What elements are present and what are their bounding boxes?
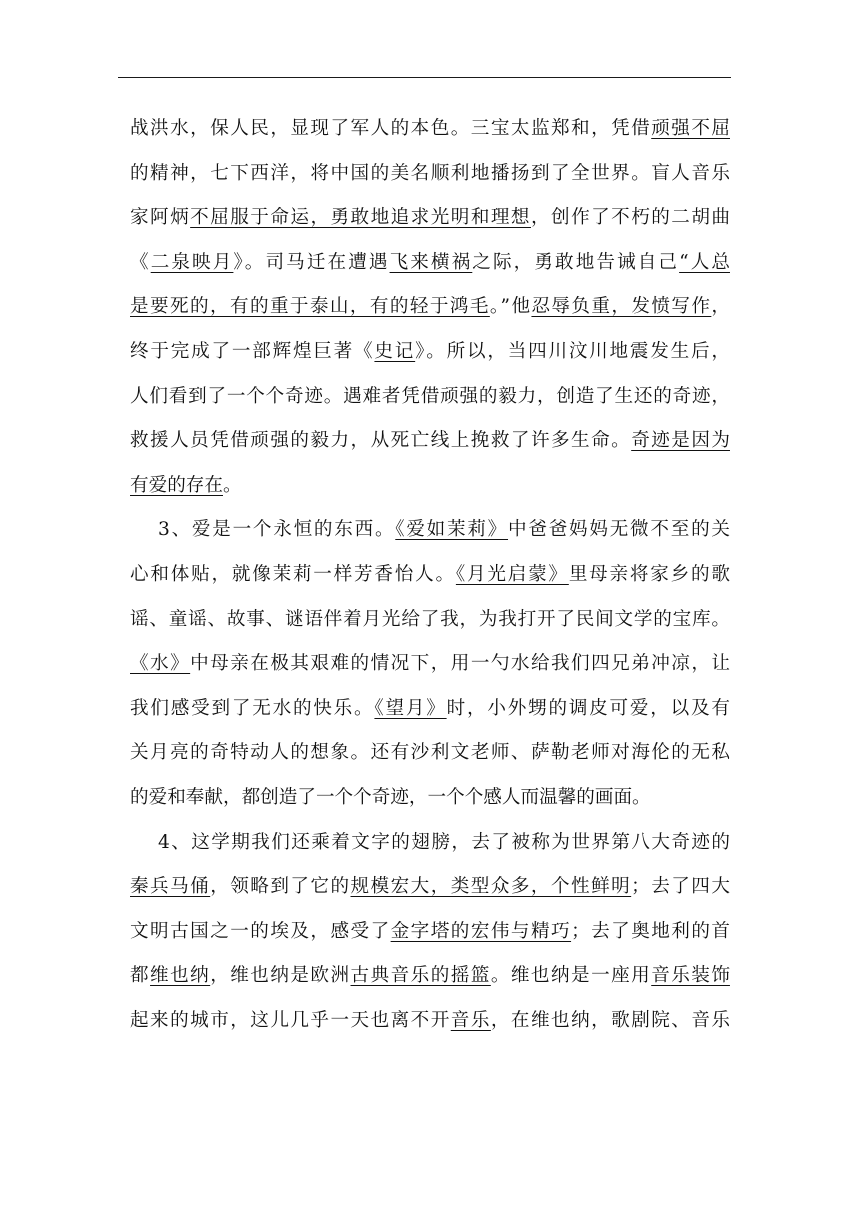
text-segment: 》。所以，当四川汶川地震发生后， xyxy=(415,340,730,362)
underlined-phrase: 史记 xyxy=(374,340,416,362)
text-segment: 关月亮的奇特动人的想象。还有沙利文老师、萨勒老师对海伦的无私 xyxy=(130,742,730,764)
text-line xyxy=(130,196,730,241)
text-line xyxy=(130,642,730,687)
text-segment: ；去了奥地利的首 xyxy=(571,920,730,942)
text-segment: 《 xyxy=(130,251,151,273)
text-segment: 都 xyxy=(130,965,151,987)
text-segment: 的精神，七下西洋，将中国的美名顺利地播扬到了全世界。盲人音乐 xyxy=(130,162,730,184)
text-segment: 里母亲将家乡的歌 xyxy=(568,563,730,585)
underlined-phrase: “人总 xyxy=(679,251,730,273)
underlined-phrase: 《月光启蒙》 xyxy=(455,563,569,585)
underlined-phrase: 秦兵马俑 xyxy=(130,876,211,898)
text-segment: 。维也纳是一座用 xyxy=(490,965,652,987)
text-line xyxy=(130,954,730,999)
text-segment: 谣、童谣、故事、谜语伴着月光给了我，为我打开了民间文学的宝库。 xyxy=(130,608,730,630)
text-segment: 之际，勇敢地告诫自己 xyxy=(472,251,680,273)
underlined-phrase: 有爱的存在 xyxy=(130,474,223,496)
text-line xyxy=(130,375,730,420)
header-rule xyxy=(118,77,731,78)
text-segment: 中爸爸妈妈无微不至的关 xyxy=(508,519,730,541)
text-segment: 我们感受到了无水的快乐。 xyxy=(130,697,375,719)
underlined-phrase: 《爱如茉莉》 xyxy=(395,519,509,541)
text-segment: ，在维也纳，歌剧院、音乐 xyxy=(490,1009,730,1031)
text-line xyxy=(130,107,730,152)
text-line xyxy=(130,776,730,821)
text-segment: ， xyxy=(711,296,730,318)
text-line xyxy=(130,553,730,598)
text-segment: 时，小外甥的调皮可爱，以及有 xyxy=(446,697,730,719)
text-segment: 4、这学期我们还乘着文字的翅膀，去了被称为世界第八大奇迹的 xyxy=(158,831,730,853)
underlined-phrase: 维也纳 xyxy=(150,965,211,987)
text-segment: 救援人员凭借顽强的毅力，从死亡线上挽救了许多生命。 xyxy=(130,430,632,452)
underlined-phrase: 不屈服于命运，勇敢地追求光明和理想 xyxy=(190,207,531,229)
underlined-phrase: 古典音乐的摇篮 xyxy=(350,965,491,987)
text-segment: 中母亲在极其艰难的情况下，用一勺水给我们四兄弟冲凉，让 xyxy=(190,653,730,675)
underlined-phrase: 顽强不屈 xyxy=(651,118,730,139)
text-segment: 的爱和奉献，都创造了一个个奇迹，一个个感人而温馨的画面。 xyxy=(130,786,651,808)
text-segment: 人们看到了一个个奇迹。遇难者凭借顽强的毅力，创造了生还的奇迹， xyxy=(130,385,730,407)
text-segment: ，领略到了它的 xyxy=(210,876,351,898)
underlined-phrase: 音乐 xyxy=(450,1009,491,1031)
text-segment: 心和体贴，就像茉莉一样芳香怡人。 xyxy=(130,563,456,585)
text-segment: 。”他 xyxy=(489,296,532,318)
text-segment: ；去了四大 xyxy=(631,876,730,898)
text-segment: 终于完成了一部辉煌巨著《 xyxy=(130,340,375,362)
text-segment: 》。司马迁在遭遇 xyxy=(233,251,390,273)
underlined-phrase: 忍辱负重，发愤写作 xyxy=(531,296,712,318)
underlined-phrase: 《望月》 xyxy=(374,697,447,719)
body-text xyxy=(130,107,730,1043)
text-segment: 起来的城市，这儿几乎一天也离不开 xyxy=(130,1009,451,1031)
text-line xyxy=(130,731,730,776)
text-line xyxy=(130,821,730,866)
text-line xyxy=(130,419,730,464)
text-line xyxy=(130,999,730,1044)
text-line xyxy=(130,598,730,643)
text-segment: 文明古国之一的埃及，感受了 xyxy=(130,920,391,942)
text-line xyxy=(130,330,730,375)
underlined-phrase: 金字塔的宏伟与精巧 xyxy=(390,920,572,942)
underlined-phrase: 音乐装饰 xyxy=(651,965,730,987)
text-line xyxy=(130,687,730,732)
text-line xyxy=(130,464,730,509)
underlined-phrase: 是要死的，有的重于泰山，有的轻于鸿毛 xyxy=(130,296,490,318)
underlined-phrase: 飞来横祸 xyxy=(389,251,473,273)
text-segment: 家阿炳 xyxy=(130,207,191,229)
text-line xyxy=(130,152,730,197)
text-line xyxy=(130,865,730,910)
text-segment: ，创作了不朽的二胡曲 xyxy=(530,207,730,229)
text-segment: 3、爱是一个永恒的东西。 xyxy=(158,519,396,541)
underlined-phrase: 二泉映月 xyxy=(150,251,234,273)
text-segment: ，维也纳是欧洲 xyxy=(210,965,351,987)
text-line xyxy=(130,508,730,553)
underlined-phrase: 《水》 xyxy=(130,653,191,675)
text-line xyxy=(130,285,730,330)
text-line xyxy=(130,241,730,286)
text-line xyxy=(130,910,730,955)
text-segment: 。 xyxy=(222,474,242,496)
text-segment: 战洪水，保人民，显现了军人的本色。三宝太监郑和，凭借 xyxy=(130,118,652,139)
underlined-phrase: 奇迹是因为 xyxy=(631,430,730,452)
underlined-phrase: 规模宏大，类型众多，个性鲜明 xyxy=(350,876,632,898)
